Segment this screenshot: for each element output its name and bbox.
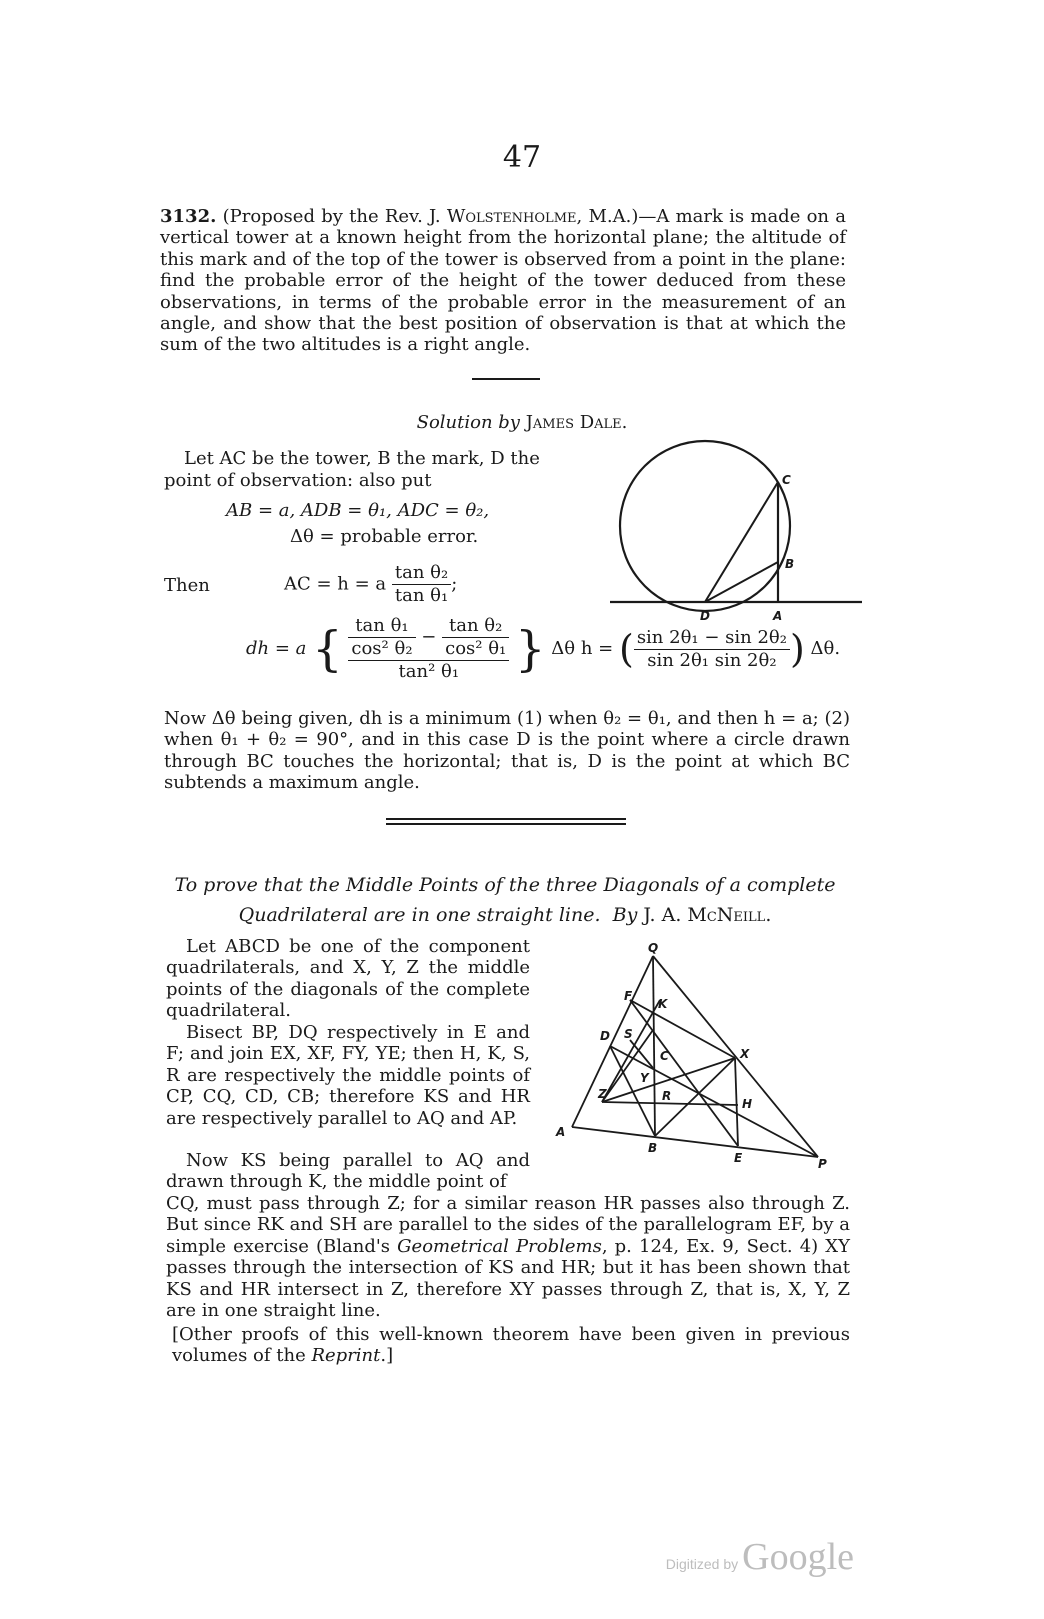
label-z: Z <box>598 1087 607 1101</box>
article-title-line1: To prove that the Middle Points of the three Diagonals of a complete <box>174 874 836 896</box>
right-paren: ) <box>789 627 805 671</box>
tower-circle-figure <box>600 430 870 630</box>
equation-ac-lhs: AC = h = a <box>284 573 387 595</box>
fraction-dh-part2 <box>442 615 509 660</box>
solution-author: James Dale. <box>525 412 628 433</box>
body-paragraph-3-post: , p. 124, Ex. 9, Sect. 4) XY passes through the intersection of KS and HR; but it has been shown that KS and HR intersect in Z, therefore XY passes through Z, that is, X, Y, Z are in one straight line. <box>166 1235 850 1322</box>
editorial-note-pre: [Other proofs of this well-known theorem have been given in previous volumes of the <box>172 1324 850 1367</box>
line-db <box>705 562 778 602</box>
quadrilateral-figure <box>550 940 840 1170</box>
solution-heading-prefix: Solution by <box>416 412 526 433</box>
label-a: A <box>773 609 783 623</box>
label-p: P <box>818 1157 827 1170</box>
label-s: S <box>624 1027 633 1041</box>
label-e: E <box>734 1151 743 1165</box>
proposer-prefix: (Proposed by the Rev. J. <box>222 206 447 227</box>
editorial-note-post: .] <box>380 1345 394 1367</box>
label-h: H <box>742 1097 753 1111</box>
line-qp <box>653 956 818 1157</box>
line-fx <box>630 1000 735 1058</box>
body-paragraph-3-start <box>166 1150 530 1193</box>
article-author: J. A. McNeill. <box>643 904 772 926</box>
double-rule-top <box>386 818 626 820</box>
fraction-dh-part2-num: tan θ₂ <box>442 615 509 638</box>
google-watermark <box>666 1535 854 1579</box>
label-r: R <box>662 1089 672 1103</box>
label-k: K <box>658 997 668 1011</box>
line-ex <box>735 1058 738 1146</box>
label-x: X <box>740 1047 750 1061</box>
fraction-tan-numerator: tan θ₂ <box>392 562 451 585</box>
double-rule-bottom <box>386 823 626 825</box>
equation-dh-end: Δθ. <box>810 638 841 659</box>
line-dp <box>610 1046 818 1157</box>
body-paragraph-2 <box>166 1022 530 1129</box>
problem-number: 3132. <box>160 206 217 227</box>
fraction-dh-part1-num: tan θ₁ <box>348 615 415 638</box>
watermark-small: Digitized by <box>665 1556 739 1572</box>
fraction-dh-main-denominator: tan² θ₁ <box>398 661 460 682</box>
minus-sign: − <box>421 626 437 648</box>
equation-ac-end: ; <box>451 573 458 595</box>
watermark-google: Google <box>742 1536 854 1578</box>
article-by: By <box>612 904 638 926</box>
label-c2: C <box>660 1049 669 1063</box>
problem-text: A mark is made on a vertical tower at a known height from the horizontal plane; the altitude of this mark and of the top of the tower is observed from a point in the plane: find the probable error of the height of the tower deduced from these observations, in terms of the probable error in the measurement of an angle, and show that the best position of observation is that at which the sum of the two altitudes is a right angle. <box>160 206 846 356</box>
equation-dh-middle: Δθ h = <box>551 638 614 659</box>
fraction-sin-denominator: sin 2θ₁ sin 2θ₂ <box>647 649 777 671</box>
section-divider-short <box>472 378 540 380</box>
fraction-dh-part1-den: cos² θ₂ <box>351 638 413 659</box>
article-title-line2-text: Quadrilateral are in one straight line. <box>238 904 601 926</box>
left-brace: { <box>312 621 343 677</box>
line-ap <box>572 1127 818 1157</box>
proposer-suffix: , M.A.)— <box>576 206 657 227</box>
fraction-tan <box>392 562 451 607</box>
body-paragraph-3 <box>166 1193 850 1321</box>
fraction-sin-numerator: sin 2θ₁ − sin 2θ₂ <box>634 627 790 650</box>
right-brace: } <box>515 621 546 677</box>
article-title-line2 <box>160 900 850 930</box>
body-paragraph-3-start-text: Now KS being parallel to AQ and drawn through K, the middle point of <box>166 1150 530 1193</box>
fraction-dh-main-numerator <box>348 615 509 661</box>
label-b: B <box>785 557 795 571</box>
article-title <box>160 870 850 930</box>
fraction-sin <box>634 627 790 672</box>
problem-statement <box>160 206 846 356</box>
solution-intro-line1: Let AC be the tower, B the mark, D the <box>184 448 540 469</box>
proposer-name: Wolstenholme <box>446 206 577 227</box>
fraction-dh-main <box>348 615 509 683</box>
fraction-dh-part1 <box>348 615 415 660</box>
then-label: Then <box>164 575 210 596</box>
label-d: D <box>700 609 710 623</box>
body-paragraph-1 <box>166 936 530 1022</box>
solution-definitions: AB = a, ADB = θ₁, ADC = θ₂, <box>226 500 490 521</box>
solution-conclusion: Now Δθ being given, dh is a minimum (1) when θ₂ = θ₁, and then h = a; (2) when θ₁ + θ₂ = 90°, and in this case D is the point where a circle drawn through BC touches the horizontal; that is, D is the point at which BC subtends a maximum angle. <box>164 708 850 794</box>
book-title: Geometrical Problems <box>397 1235 602 1257</box>
label-y: Y <box>640 1071 649 1085</box>
page-number: 47 <box>502 140 542 175</box>
label-d2: D <box>600 1029 610 1043</box>
equation-ac <box>284 562 457 607</box>
solution-heading <box>0 412 1044 433</box>
body-paragraph-1-text: Let ABCD be one of the component quadrilaterals, and X, Y, Z the middle points of the diagonals of the complete quadrilateral. <box>166 936 530 1022</box>
equation-dh-lhs: dh = a <box>246 638 307 659</box>
body-paragraph-3-pre: CQ, must pass through Z; for a similar reason HR passes also through Z. But since RK and SH are parallel to the sides of the parallelogram EF, by a simple exercise (Bland's <box>166 1193 850 1257</box>
editorial-note <box>172 1324 850 1367</box>
label-f: F <box>624 989 633 1003</box>
body-paragraph-2-text: Bisect BP, DQ respectively in E and F; and join EX, XF, FY, YE; then H, K, S, R are respectively the middle points of CP, CQ, CD, CB; therefore KS and HR are respectively parallel to AQ and AP. <box>166 1022 530 1129</box>
tangent-circle <box>620 441 790 611</box>
label-c: C <box>782 473 791 487</box>
fraction-tan-denominator: tan θ₁ <box>394 585 449 606</box>
label-b2: B <box>648 1141 658 1155</box>
line-qb <box>653 956 655 1136</box>
label-q: Q <box>648 941 659 955</box>
probable-error-definition: Δθ = probable error. <box>290 526 479 547</box>
reprint-title: Reprint <box>311 1345 381 1367</box>
solution-intro-line2: point of observation: also put <box>164 470 432 491</box>
left-paren: ( <box>618 627 634 671</box>
label-a2: A <box>556 1125 566 1139</box>
fraction-dh-part2-den: cos² θ₁ <box>445 638 507 659</box>
